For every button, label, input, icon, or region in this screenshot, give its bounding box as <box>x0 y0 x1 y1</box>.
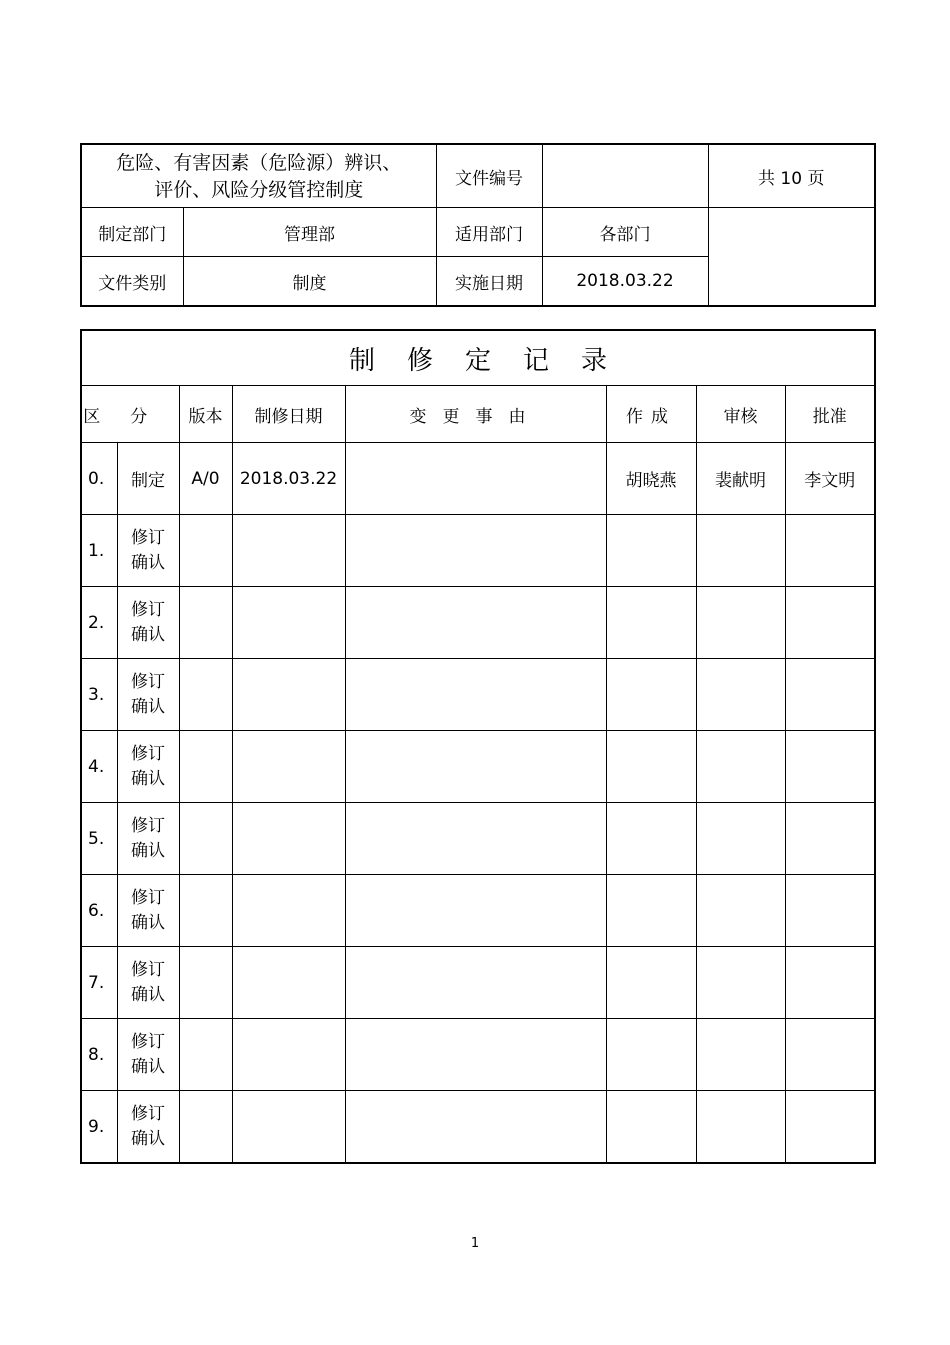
row-approver <box>785 731 875 803</box>
row-version <box>179 515 232 587</box>
row-date <box>232 587 345 659</box>
row-type-line2: 确认 <box>131 840 165 861</box>
row-reason <box>345 1019 606 1091</box>
row-version <box>179 803 232 875</box>
row-date <box>232 659 345 731</box>
row-approver <box>785 659 875 731</box>
row-author: 胡晓燕 <box>606 443 696 515</box>
row-date <box>232 515 345 587</box>
row-approver <box>785 1091 875 1164</box>
row-type-line1: 修订 <box>131 887 165 908</box>
row-approver <box>785 587 875 659</box>
row-type <box>117 1019 179 1091</box>
dept-label: 制定部门 <box>81 208 183 257</box>
row-number: 5. <box>81 803 117 875</box>
row-approver <box>785 947 875 1019</box>
col-header-version: 版本 <box>179 386 232 443</box>
col-header-date: 制修日期 <box>232 386 345 443</box>
col-header-reason: 变更事由 <box>345 386 606 443</box>
row-type-line2: 确认 <box>131 552 165 573</box>
row-number: 9. <box>81 1091 117 1164</box>
row-number: 0. <box>81 443 117 515</box>
row-date <box>232 1019 345 1091</box>
table-row <box>81 1091 875 1164</box>
table-row <box>81 947 875 1019</box>
row-reviewer <box>696 515 785 587</box>
row-number: 8. <box>81 1019 117 1091</box>
row-reviewer <box>696 1019 785 1091</box>
row-author <box>606 1091 696 1164</box>
row-type-line1: 修订 <box>131 1031 165 1052</box>
row-reason <box>345 947 606 1019</box>
col-header-reviewer: 审核 <box>696 386 785 443</box>
table-row <box>81 659 875 731</box>
row-version <box>179 947 232 1019</box>
col-header-category: 区分 <box>81 386 179 443</box>
table-row <box>81 515 875 587</box>
apply-dept-value: 各部门 <box>542 208 708 257</box>
row-reason <box>345 587 606 659</box>
blank-cell <box>708 208 875 307</box>
row-type-line2: 确认 <box>131 1056 165 1077</box>
impl-date-value: 2018.03.22 <box>542 257 708 307</box>
apply-dept-label: 适用部门 <box>436 208 542 257</box>
row-number: 7. <box>81 947 117 1019</box>
row-type-line1: 修订 <box>131 959 165 980</box>
row-version <box>179 659 232 731</box>
row-type-line1: 修订 <box>131 671 165 692</box>
revision-record-table <box>80 329 876 1164</box>
row-number: 6. <box>81 875 117 947</box>
col-header-author: 作成 <box>606 386 696 443</box>
page-number: 1 <box>470 1236 480 1251</box>
row-author <box>606 731 696 803</box>
document-header-table <box>80 143 876 307</box>
row-date <box>232 1091 345 1164</box>
row-reviewer <box>696 803 785 875</box>
table-row <box>81 587 875 659</box>
row-type <box>117 1091 179 1164</box>
row-reviewer: 裴献明 <box>696 443 785 515</box>
doc-number-value <box>542 144 708 208</box>
row-version <box>179 731 232 803</box>
row-version <box>179 1019 232 1091</box>
row-type <box>117 875 179 947</box>
row-reason <box>345 731 606 803</box>
row-date <box>232 947 345 1019</box>
row-type-line2: 确认 <box>131 624 165 645</box>
row-type <box>117 731 179 803</box>
row-author <box>606 515 696 587</box>
row-type-line1: 修订 <box>131 815 165 836</box>
table-row <box>81 443 875 515</box>
row-date: 2018.03.22 <box>232 443 345 515</box>
row-approver <box>785 515 875 587</box>
revision-record-title: 制修定记录 <box>81 330 875 386</box>
row-author <box>606 587 696 659</box>
row-number: 1. <box>81 515 117 587</box>
row-reviewer <box>696 731 785 803</box>
impl-date-label: 实施日期 <box>436 257 542 307</box>
row-number: 4. <box>81 731 117 803</box>
row-reason <box>345 875 606 947</box>
row-version <box>179 587 232 659</box>
row-type-line2: 确认 <box>131 984 165 1005</box>
row-author <box>606 803 696 875</box>
row-type-line2: 确认 <box>131 768 165 789</box>
row-approver <box>785 875 875 947</box>
table-row <box>81 875 875 947</box>
row-date <box>232 875 345 947</box>
row-reviewer <box>696 875 785 947</box>
table-row <box>81 731 875 803</box>
row-reason <box>345 515 606 587</box>
row-type-line2: 确认 <box>131 912 165 933</box>
row-type-line1: 修订 <box>131 1103 165 1124</box>
category-label: 文件类别 <box>81 257 183 307</box>
row-reason <box>345 659 606 731</box>
table-row <box>81 803 875 875</box>
row-date <box>232 731 345 803</box>
row-type <box>117 587 179 659</box>
dept-value: 管理部 <box>183 208 436 257</box>
page-count: 共 10 页 <box>708 144 875 208</box>
row-author <box>606 875 696 947</box>
row-version <box>179 875 232 947</box>
row-reviewer <box>696 947 785 1019</box>
category-value: 制度 <box>183 257 436 307</box>
row-version <box>179 1091 232 1164</box>
row-date <box>232 803 345 875</box>
row-type-line1: 修订 <box>131 743 165 764</box>
row-reviewer <box>696 1091 785 1164</box>
row-reviewer <box>696 659 785 731</box>
col-header-approver: 批准 <box>785 386 875 443</box>
row-type <box>117 803 179 875</box>
row-type: 制定 <box>117 443 179 515</box>
row-author <box>606 659 696 731</box>
row-type-line1: 修订 <box>131 599 165 620</box>
document-title-line2: 评价、风险分级管控制度 <box>154 179 364 201</box>
revision-rows <box>81 515 875 1164</box>
document-title <box>81 144 436 208</box>
row-reviewer <box>696 587 785 659</box>
row-type-line2: 确认 <box>131 696 165 717</box>
table-row <box>81 1019 875 1091</box>
row-reason <box>345 803 606 875</box>
row-type <box>117 515 179 587</box>
row-author <box>606 1019 696 1091</box>
row-number: 3. <box>81 659 117 731</box>
row-approver: 李文明 <box>785 443 875 515</box>
row-approver <box>785 803 875 875</box>
document-title-line1: 危险、有害因素（危险源）辨识、 <box>116 152 402 174</box>
row-type <box>117 947 179 1019</box>
row-reason <box>345 443 606 515</box>
doc-number-label: 文件编号 <box>436 144 542 208</box>
row-type-line1: 修订 <box>131 527 165 548</box>
row-number: 2. <box>81 587 117 659</box>
row-version: A/0 <box>179 443 232 515</box>
row-approver <box>785 1019 875 1091</box>
row-author <box>606 947 696 1019</box>
row-type-line2: 确认 <box>131 1128 165 1149</box>
row-reason <box>345 1091 606 1164</box>
row-type <box>117 659 179 731</box>
